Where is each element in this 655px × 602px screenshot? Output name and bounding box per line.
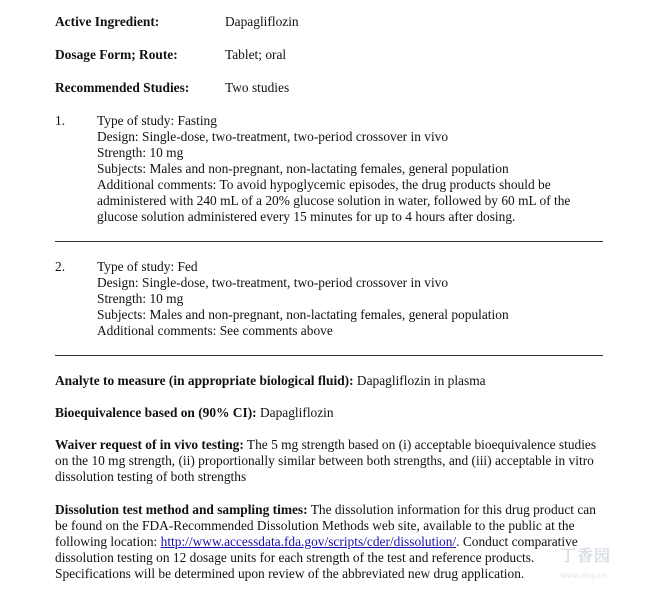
study-1-comments: Additional comments: To avoid hypoglycemic episodes, the drug products should be xyxy=(97,177,551,192)
study-1-number: 1. xyxy=(55,113,66,128)
watermark-url: www.dxy.cn xyxy=(560,571,607,580)
dosage-form-label: Dosage Form; Route: xyxy=(55,47,178,62)
study-2-design: Design: Single-dose, two-treatment, two-period crossover in vivo xyxy=(97,275,449,290)
bioequivalence-label: Bioequivalence based on (90% CI): xyxy=(55,405,257,420)
study-1-comments-cont: administered with 240 mL of a 20% glucose solution in water, followed by 60 mL of the xyxy=(97,193,571,208)
analyte-value: Dapagliflozin in plasma xyxy=(353,373,486,388)
recommended-studies-label: Recommended Studies: xyxy=(55,80,190,95)
study-1-comments-cont-2: glucose solution administered every 15 minutes for up to 4 hours after dosing. xyxy=(97,209,516,224)
study-2-subjects: Subjects: Males and non-pregnant, non-lactating females, general population xyxy=(97,307,509,322)
study-2-strength: Strength: 10 mg xyxy=(97,291,184,306)
bioequivalence-value: Dapagliflozin xyxy=(256,405,334,420)
bioequivalence-line xyxy=(55,405,334,421)
recommended-studies-value: Two studies xyxy=(225,80,290,95)
study-1-design: Design: Single-dose, two-treatment, two-period crossover in vivo xyxy=(97,129,449,144)
divider xyxy=(55,355,603,356)
study-1-type: Type of study: Fasting xyxy=(97,113,217,128)
analyte-line xyxy=(55,373,486,389)
study-2-type: Type of study: Fed xyxy=(97,259,198,274)
dissolution-text-after: . Conduct comparative dissolution testing on 12 dosage units for each strength of the test and reference products. Specifications will be determined upon review of the abbreviated new drug application. xyxy=(55,534,578,581)
dissolution-paragraph xyxy=(55,502,611,582)
divider xyxy=(55,241,603,242)
analyte-label: Analyte to measure (in appropriate biological fluid): xyxy=(55,373,354,388)
waiver-label: Waiver request of in vivo testing: xyxy=(55,437,244,452)
active-ingredient-value: Dapagliflozin xyxy=(225,14,299,29)
study-1-strength: Strength: 10 mg xyxy=(97,145,184,160)
study-1-subjects: Subjects: Males and non-pregnant, non-lactating females, general population xyxy=(97,161,509,176)
waiver-text: The 5 mg strength based on (i) acceptable bioequivalence studies on the 10 mg strength, (ii) proportionally similar between both strengths, and (iii) acceptable in vitro dissolution testing of both strengths xyxy=(55,437,597,484)
study-2-comments: Additional comments: See comments above xyxy=(97,323,333,338)
dissolution-link[interactable]: http://www.accessdata.fda.gov/scripts/cder/dissolution/ xyxy=(160,534,457,549)
watermark-logo: 丁香园 xyxy=(560,546,612,565)
active-ingredient-label: Active Ingredient: xyxy=(55,14,160,29)
dissolution-text: The dissolution information for this drug product can be found on the FDA-Recommended Dissolution Methods web site, available to the public at the following location: xyxy=(55,502,596,549)
study-2-number: 2. xyxy=(55,259,66,274)
waiver-paragraph xyxy=(55,437,611,485)
dosage-form-value: Tablet; oral xyxy=(225,47,287,62)
dissolution-label: Dissolution test method and sampling times: xyxy=(55,502,308,517)
